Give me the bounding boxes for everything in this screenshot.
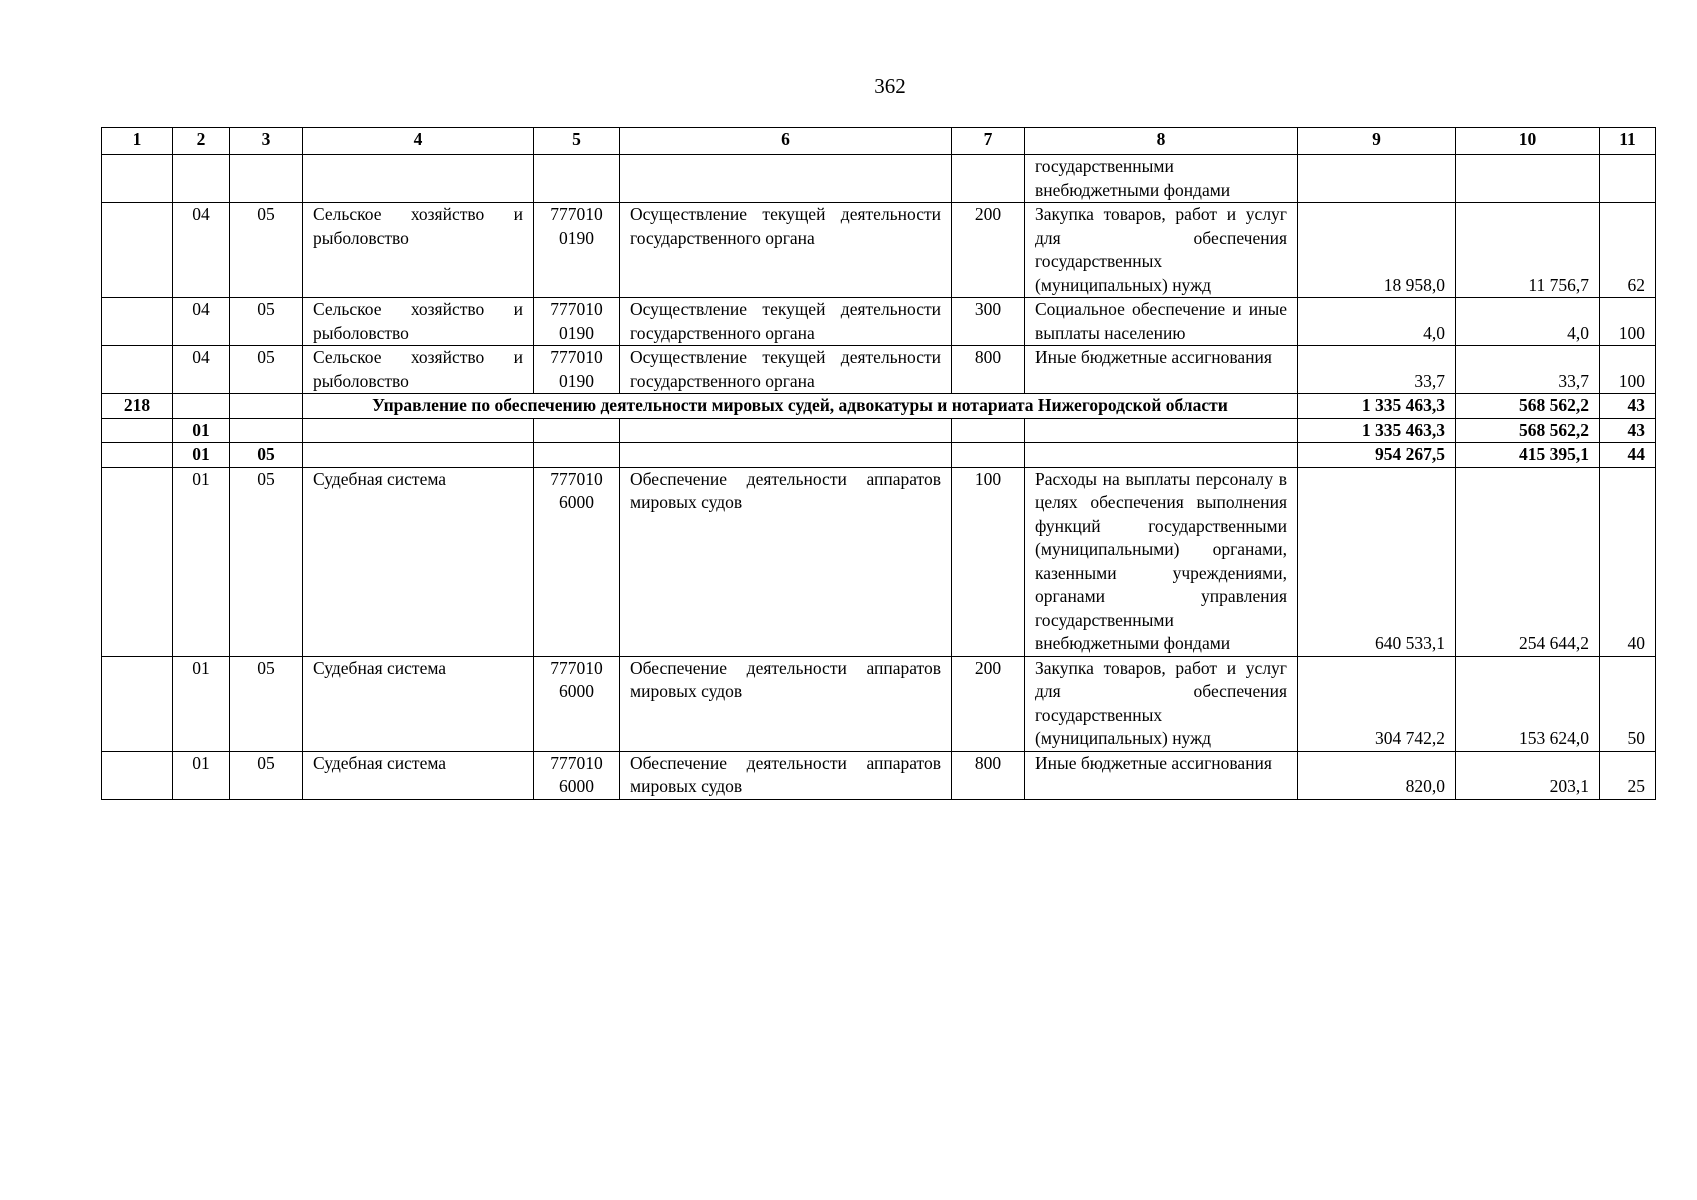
- subsection-code: 05: [230, 443, 303, 468]
- cell-expense-name: [1025, 443, 1298, 468]
- cell-percent: 62: [1600, 203, 1656, 298]
- subsection-fact: 415 395,1: [1456, 443, 1600, 468]
- department-code: 218: [102, 394, 173, 419]
- cell-plan: 18 958,0: [1298, 203, 1456, 298]
- cell-subsection: [230, 394, 303, 419]
- cell-target-name: Обеспечение деятельности аппаратов мировых судов: [620, 467, 952, 656]
- cell-target-name: Обеспечение деятельности аппаратов мировых судов: [620, 656, 952, 751]
- subsection-percent: 44: [1600, 443, 1656, 468]
- cell-admin-code: [102, 298, 173, 346]
- column-header-6: 6: [620, 128, 952, 155]
- cell-expense-type: [952, 155, 1025, 203]
- cell-subsection: [230, 418, 303, 443]
- column-header-7: 7: [952, 128, 1025, 155]
- cell-section: 04: [173, 346, 230, 394]
- cell-plan: [1298, 155, 1456, 203]
- subsection-total-row: [102, 443, 1656, 468]
- table-row: [102, 656, 1656, 751]
- column-header-9: 9: [1298, 128, 1456, 155]
- column-header-3: 3: [230, 128, 303, 155]
- cell-subsection: 05: [230, 203, 303, 298]
- cell-subsection-name: Судебная система: [303, 467, 534, 656]
- cell-expense-name: Расходы на выплаты персоналу в целях обеспечения выполнения функций государственными (муниципальными) органами, казенными учреждениями, органами управления государственными внебюджетными фондами: [1025, 467, 1298, 656]
- cell-admin-code: [102, 656, 173, 751]
- cell-subsection: 05: [230, 467, 303, 656]
- column-header-2: 2: [173, 128, 230, 155]
- cell-target-code: 777010 0190: [534, 298, 620, 346]
- table-row: [102, 203, 1656, 298]
- cell-expense-name: государственными внебюджетными фондами: [1025, 155, 1298, 203]
- cell-plan: 640 533,1: [1298, 467, 1456, 656]
- cell-admin-code: [102, 467, 173, 656]
- cell-fact: 203,1: [1456, 751, 1600, 799]
- cell-expense-name: Закупка товаров, работ и услуг для обеспечения государственных (муниципальных) нужд: [1025, 203, 1298, 298]
- budget-table: [101, 127, 1656, 800]
- section-total-row: [102, 418, 1656, 443]
- section-percent: 43: [1600, 418, 1656, 443]
- table-row: [102, 155, 1656, 203]
- table-row: [102, 298, 1656, 346]
- column-header-11: 11: [1600, 128, 1656, 155]
- cell-target-code: 777010 6000: [534, 656, 620, 751]
- cell-target-code: 777010 0190: [534, 346, 620, 394]
- cell-admin-code: [102, 443, 173, 468]
- cell-subsection-name: [303, 155, 534, 203]
- department-fact: 568 562,2: [1456, 394, 1600, 419]
- cell-target-name: Осуществление текущей деятельности государственного органа: [620, 203, 952, 298]
- cell-subsection: 05: [230, 656, 303, 751]
- cell-percent: 50: [1600, 656, 1656, 751]
- section-plan: 1 335 463,3: [1298, 418, 1456, 443]
- cell-section: [173, 155, 230, 203]
- cell-expense-type: 800: [952, 346, 1025, 394]
- cell-target-code: [534, 418, 620, 443]
- cell-subsection-name: [303, 443, 534, 468]
- cell-plan: 4,0: [1298, 298, 1456, 346]
- cell-expense-name: Иные бюджетные ассигнования: [1025, 751, 1298, 799]
- cell-subsection-name: Судебная система: [303, 751, 534, 799]
- column-header-4: 4: [303, 128, 534, 155]
- cell-fact: 33,7: [1456, 346, 1600, 394]
- cell-expense-type: 200: [952, 203, 1025, 298]
- department-plan: 1 335 463,3: [1298, 394, 1456, 419]
- cell-section: 01: [173, 467, 230, 656]
- cell-fact: 11 756,7: [1456, 203, 1600, 298]
- cell-percent: 25: [1600, 751, 1656, 799]
- cell-plan: 33,7: [1298, 346, 1456, 394]
- cell-subsection-name: Сельское хозяйство и рыболовство: [303, 346, 534, 394]
- cell-admin-code: [102, 155, 173, 203]
- cell-expense-type: 300: [952, 298, 1025, 346]
- cell-section: 04: [173, 203, 230, 298]
- cell-percent: 40: [1600, 467, 1656, 656]
- cell-plan: 304 742,2: [1298, 656, 1456, 751]
- cell-admin-code: [102, 203, 173, 298]
- column-header-1: 1: [102, 128, 173, 155]
- department-name: Управление по обеспечению деятельности мировых судей, адвокатуры и нотариата Нижегородской области: [303, 394, 1298, 419]
- cell-percent: [1600, 155, 1656, 203]
- cell-section: 01: [173, 656, 230, 751]
- cell-expense-name: [1025, 418, 1298, 443]
- cell-subsection-name: Судебная система: [303, 656, 534, 751]
- cell-admin-code: [102, 418, 173, 443]
- cell-subsection-name: Сельское хозяйство и рыболовство: [303, 203, 534, 298]
- cell-fact: [1456, 155, 1600, 203]
- section-fact: 568 562,2: [1456, 418, 1600, 443]
- cell-subsection: 05: [230, 298, 303, 346]
- cell-target-code: 777010 6000: [534, 751, 620, 799]
- cell-target-name: [620, 155, 952, 203]
- cell-expense-type: 200: [952, 656, 1025, 751]
- cell-expense-type: [952, 418, 1025, 443]
- table-row: [102, 467, 1656, 656]
- cell-target-name: [620, 443, 952, 468]
- cell-target-code: 777010 0190: [534, 203, 620, 298]
- subsection-plan: 954 267,5: [1298, 443, 1456, 468]
- department-percent: 43: [1600, 394, 1656, 419]
- cell-admin-code: [102, 751, 173, 799]
- section-code: 01: [173, 443, 230, 468]
- cell-subsection: 05: [230, 346, 303, 394]
- cell-target-name: Обеспечение деятельности аппаратов мировых судов: [620, 751, 952, 799]
- section-code: 01: [173, 418, 230, 443]
- column-header-10: 10: [1456, 128, 1600, 155]
- cell-fact: 254 644,2: [1456, 467, 1600, 656]
- cell-subsection: [230, 155, 303, 203]
- cell-expense-type: 800: [952, 751, 1025, 799]
- cell-target-name: Осуществление текущей деятельности государственного органа: [620, 346, 952, 394]
- page-number: 362: [874, 74, 906, 98]
- table-row: [102, 346, 1656, 394]
- cell-admin-code: [102, 346, 173, 394]
- cell-target-code: [534, 443, 620, 468]
- cell-target-name: Осуществление текущей деятельности государственного органа: [620, 298, 952, 346]
- cell-subsection-name: [303, 418, 534, 443]
- cell-plan: 820,0: [1298, 751, 1456, 799]
- cell-expense-name: Иные бюджетные ассигнования: [1025, 346, 1298, 394]
- table-row: [102, 751, 1656, 799]
- cell-target-name: [620, 418, 952, 443]
- cell-target-code: [534, 155, 620, 203]
- cell-target-code: 777010 6000: [534, 467, 620, 656]
- cell-section: [173, 394, 230, 419]
- department-row: [102, 394, 1656, 419]
- cell-percent: 100: [1600, 298, 1656, 346]
- cell-section: 04: [173, 298, 230, 346]
- cell-subsection-name: Сельское хозяйство и рыболовство: [303, 298, 534, 346]
- cell-fact: 153 624,0: [1456, 656, 1600, 751]
- column-header-5: 5: [534, 128, 620, 155]
- header-row: [102, 128, 1656, 155]
- cell-percent: 100: [1600, 346, 1656, 394]
- cell-section: 01: [173, 751, 230, 799]
- cell-subsection: 05: [230, 751, 303, 799]
- cell-fact: 4,0: [1456, 298, 1600, 346]
- cell-expense-name: Социальное обеспечение и иные выплаты населению: [1025, 298, 1298, 346]
- cell-expense-name: Закупка товаров, работ и услуг для обеспечения государственных (муниципальных) нужд: [1025, 656, 1298, 751]
- cell-expense-type: [952, 443, 1025, 468]
- column-header-8: 8: [1025, 128, 1298, 155]
- cell-expense-type: 100: [952, 467, 1025, 656]
